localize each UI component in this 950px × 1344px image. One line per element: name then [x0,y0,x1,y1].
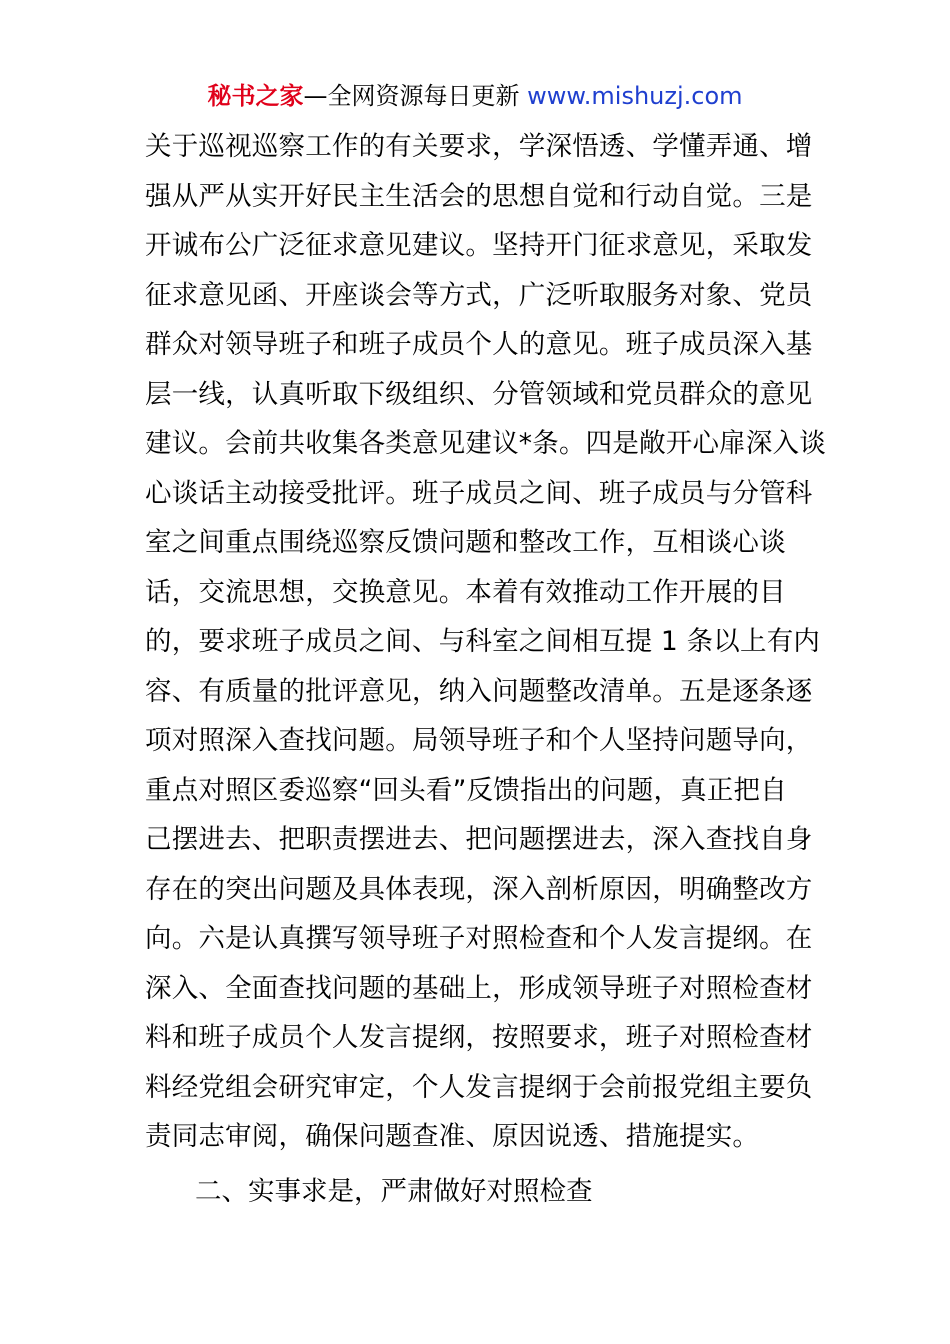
text-line: 容、有质量的批评意见，纳入问题整改清单。五是逐条逐 [145,675,813,707]
text-line: 责同志审阅，确保问题查准、原因说透、措施提实。 [145,1121,760,1152]
text-line: 层一线，认真听取下级组织、分管领域和党员群众的意见 [145,378,813,410]
text-line: 室之间重点围绕巡察反馈问题和整改工作，互相谈心谈 [145,527,786,558]
brand-name: 秘书之家 [207,82,304,110]
text-line: 己摆进去、把职责摆进去、把问题摆进去，深入查找自身 [145,824,813,855]
text-line: 群众对领导班子和班子成员个人的意见。班子成员深入基 [145,329,813,360]
text-line: 建议。会前共收集各类意见建议*条。四是敞开心扉深入谈 [145,428,826,459]
section-heading: 二、实事求是，严肃做好对照检查 [195,1176,593,1207]
page-header [0,78,950,114]
text-line: 话，交流思想，交换意见。本着有效推动工作开展的目 [145,576,786,608]
header-tagline: —全网资源每日更新 [303,82,528,110]
text-line: 向。六是认真撰写领导班子对照检查和个人发言提纲。在 [145,923,813,954]
text-line: 项对照深入查找问题。局领导班子和个人坚持问题导向， [145,725,813,756]
document-body [145,122,826,1162]
text-line: 心谈话主动接受批评。班子成员之间、班子成员与分管科 [145,477,813,509]
text-line: 存在的突出问题及具体表现，深入剖析原因，明确整改方 [145,873,813,905]
text-line: 征求意见函、开座谈会等方式，广泛听取服务对象、党员 [145,279,813,311]
text-line: 重点对照区委巡察“回头看”反馈指出的问题，真正把自 [145,774,787,806]
text-line: 开诚布公广泛征求意见建议。坚持开门征求意见，采取发 [145,230,813,261]
text-line: 关于巡视巡察工作的有关要求，学深悟透、学懂弄通、增 [145,131,813,162]
text-line: 深入、全面查找问题的基础上，形成领导班子对照检查材 [145,972,813,1004]
text-line: 的，要求班子成员之间、与科室之间相互提 1 条以上有内 [145,626,821,657]
website-link[interactable]: www.mishuzj.com [527,82,743,110]
text-line: 料经党组会研究审定，个人发言提纲于会前报党组主要负 [145,1071,813,1103]
text-line: 料和班子成员个人发言提纲，按照要求，班子对照检查材 [145,1022,813,1053]
text-line: 强从严从实开好民主生活会的思想自觉和行动自觉。三是 [145,180,813,212]
